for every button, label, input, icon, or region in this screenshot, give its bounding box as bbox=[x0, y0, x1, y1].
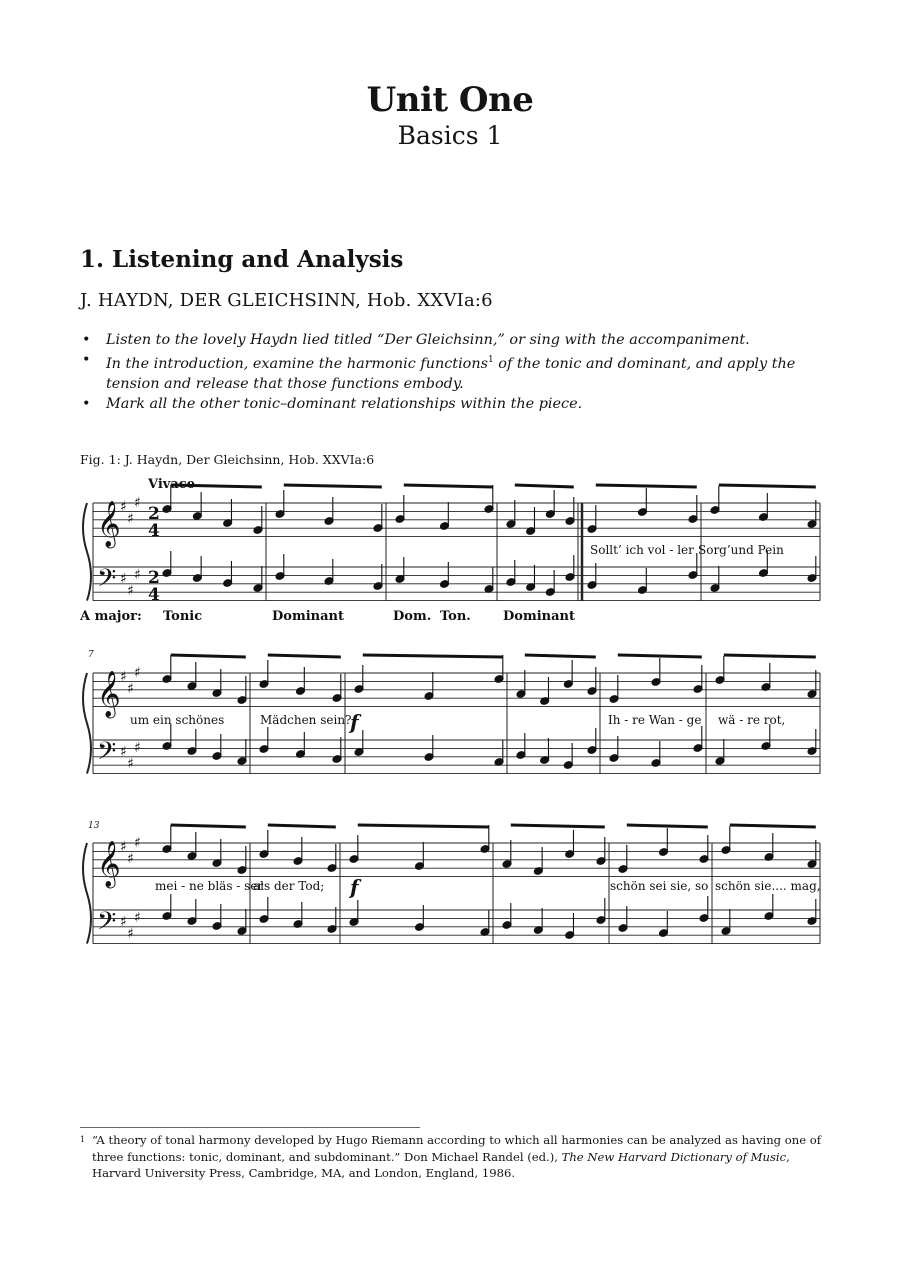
treble-clef-icon: 𝄞 bbox=[97, 501, 121, 547]
beam bbox=[404, 485, 493, 487]
beam bbox=[515, 485, 574, 487]
lyric: Sollt’ ich vol - ler bbox=[590, 543, 694, 557]
footnote bbox=[80, 1132, 825, 1182]
beam bbox=[627, 825, 708, 827]
sharp-icon: ♯ bbox=[120, 499, 127, 515]
beam bbox=[511, 825, 605, 827]
lyric: schön sie.... mag, bbox=[715, 879, 821, 893]
piece-title: J. HAYDN, DER GLEICHSINN, Hob. XXVIa:6 bbox=[80, 290, 493, 311]
sharp-icon: ♯ bbox=[127, 851, 134, 867]
sharp-icon: ♯ bbox=[134, 665, 141, 681]
lyric: Ih - re Wan - ge bbox=[608, 713, 702, 727]
footnote-text: “A theory of tonal harmony developed by Hugo Riemann according to which all harmonies can be analyzed as having one of three functions: tonic, dominant, and subdominant.” Don Michael Randel (ed.), bbox=[92, 1133, 822, 1164]
sharp-icon: ♯ bbox=[127, 926, 134, 942]
bass-clef-icon: 𝄢 bbox=[97, 907, 117, 942]
unit-title: Unit One bbox=[366, 80, 534, 120]
beam bbox=[724, 655, 816, 657]
sharp-icon: ♯ bbox=[120, 839, 127, 855]
instruction-text: of the tonic and dominant, and apply the tension and release that those functions embody. bbox=[106, 355, 796, 392]
sharp-icon: ♯ bbox=[120, 669, 127, 685]
instruction-text: Listen to the lovely Haydn lied titled “Der Gleichsinn,” or sing with the accompaniment. bbox=[106, 332, 750, 348]
time-signature-denominator: 4 bbox=[148, 521, 160, 541]
brace bbox=[83, 843, 91, 944]
sharp-icon: ♯ bbox=[134, 910, 141, 926]
measure-number: 13 bbox=[88, 821, 100, 831]
analysis-dom: Dom. bbox=[393, 609, 432, 624]
sharp-icon: ♯ bbox=[127, 681, 134, 697]
footnote-reference[interactable]: 1 bbox=[488, 355, 494, 365]
time-signature-numerator: 2 bbox=[148, 504, 160, 524]
sharp-icon: ♯ bbox=[120, 571, 127, 587]
lyric: um ein schönes bbox=[130, 713, 225, 727]
analysis-tonic: Tonic bbox=[163, 609, 203, 624]
beam bbox=[284, 485, 382, 487]
lyric: mei - ne bläs - ser bbox=[155, 879, 264, 893]
dynamic-forte: f bbox=[350, 710, 359, 734]
lyric: Sorg’und Pein bbox=[698, 543, 784, 557]
beam bbox=[618, 655, 702, 657]
beam bbox=[268, 825, 336, 827]
treble-clef-icon: 𝄞 bbox=[97, 841, 121, 887]
time-signature-numerator: 2 bbox=[148, 568, 160, 588]
unit-subtitle: Basics 1 bbox=[397, 121, 503, 150]
tempo-marking: Vivace bbox=[148, 477, 195, 492]
beam bbox=[268, 655, 341, 657]
sharp-icon: ♯ bbox=[127, 756, 134, 772]
beam bbox=[730, 825, 816, 827]
analysis-dominant: Dominant bbox=[503, 609, 575, 624]
beam bbox=[363, 655, 503, 657]
beam bbox=[171, 825, 246, 827]
sharp-icon: ♯ bbox=[127, 511, 134, 527]
beam bbox=[525, 655, 596, 657]
section-heading: 1. Listening and Analysis bbox=[80, 246, 404, 273]
beam bbox=[171, 655, 246, 657]
key-label: A major: bbox=[80, 609, 142, 624]
brace bbox=[83, 673, 91, 774]
beam bbox=[358, 825, 489, 827]
sharp-icon: ♯ bbox=[120, 914, 127, 930]
beam bbox=[719, 485, 816, 487]
bass-clef-icon: 𝄢 bbox=[97, 564, 117, 599]
footnote-divider bbox=[80, 1127, 420, 1128]
sharp-icon: ♯ bbox=[134, 567, 141, 583]
lyric: Mädchen sein? bbox=[260, 713, 352, 727]
lyric: als der Tod; bbox=[253, 879, 325, 893]
instruction-text: Mark all the other tonic–dominant relationships within the piece. bbox=[106, 395, 583, 412]
lyric: schön sei sie, so bbox=[610, 879, 709, 893]
bass-clef-icon: 𝄢 bbox=[97, 737, 117, 772]
analysis-dominant: Dominant bbox=[272, 609, 344, 624]
footnote-mark: 1 bbox=[80, 1135, 86, 1144]
measure-number: 7 bbox=[88, 650, 94, 660]
brace bbox=[83, 503, 91, 601]
sharp-icon: ♯ bbox=[127, 583, 134, 599]
time-signature-denominator: 4 bbox=[148, 585, 160, 605]
analysis-ton: Ton. bbox=[440, 609, 471, 624]
treble-clef-icon: 𝄞 bbox=[97, 671, 121, 717]
dynamic-forte: f bbox=[350, 875, 359, 899]
footnote-body bbox=[80, 1132, 825, 1182]
sharp-icon: ♯ bbox=[134, 740, 141, 756]
lyric: wä - re rot, bbox=[718, 713, 786, 727]
sharp-icon: ♯ bbox=[120, 744, 127, 760]
sharp-icon: ♯ bbox=[134, 835, 141, 851]
footnote-book-title: The New Harvard Dictionary of Music bbox=[561, 1149, 787, 1164]
instruction-text: In the introduction, examine the harmonic functions bbox=[106, 355, 488, 372]
sharp-icon: ♯ bbox=[134, 495, 141, 511]
beam bbox=[596, 485, 697, 487]
footnote-text: , Harvard University Press, Cambridge, MA, and London, England, 1986. bbox=[92, 1149, 790, 1180]
figure-caption: Fig. 1: J. Haydn, Der Gleichsinn, Hob. XXVIa:6 bbox=[80, 452, 375, 467]
